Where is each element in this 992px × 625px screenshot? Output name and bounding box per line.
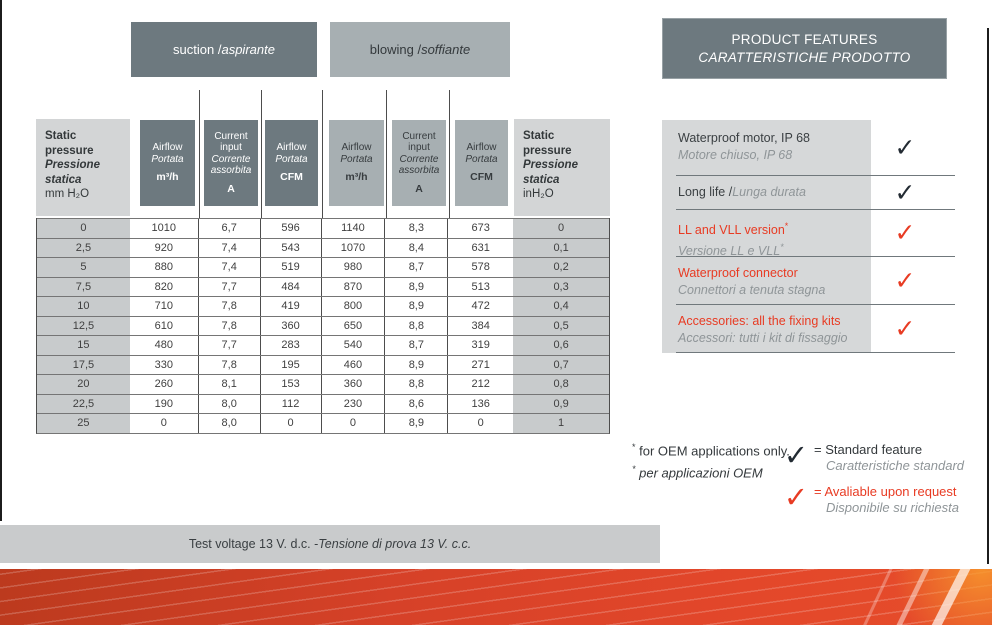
table-cell: 710	[130, 297, 199, 316]
table-cell: 112	[261, 395, 322, 414]
feature-waterproof-connector	[676, 257, 955, 305]
table-cell: 230	[322, 395, 386, 414]
header-line: statica	[45, 173, 82, 186]
feature-title: Waterproof connector	[678, 266, 798, 280]
product-features-title-en: PRODUCT FEATURES	[731, 31, 878, 47]
table-cell: 540	[322, 336, 386, 355]
table-cell: 0	[261, 414, 322, 433]
table-cell: 8,7	[385, 336, 448, 355]
table-cell: 578	[448, 258, 513, 277]
table-cell: 0	[448, 414, 513, 433]
table-cell: 6,7	[199, 219, 261, 238]
feature-title: Accessories: all the fixing kits	[678, 314, 841, 328]
feature-long-life	[676, 176, 955, 210]
table-cell: 8,3	[385, 219, 448, 238]
checkmark-icon-red: ✓	[894, 314, 916, 343]
table-cell: 8,9	[385, 297, 448, 316]
table-cell: 0,2	[513, 258, 609, 277]
column-header-line: Current	[214, 130, 248, 142]
header-line: Pressione	[523, 159, 578, 171]
column-header-line: input	[220, 142, 242, 154]
table-row	[37, 238, 609, 258]
header-unit: mm H₂O	[45, 188, 90, 200]
column-header-line: Portata	[151, 153, 184, 165]
column-header-line: assorbita	[398, 165, 440, 177]
column-header-line: Portata	[465, 153, 498, 165]
table-row	[37, 335, 609, 355]
table-cell: 519	[261, 258, 322, 277]
header-unit: inH₂O	[523, 188, 554, 200]
column-header-airflow-m3h-blowing	[329, 120, 384, 206]
table-cell: 0	[322, 414, 386, 433]
table-cell: 20	[37, 375, 130, 394]
table-cell: 484	[261, 278, 322, 297]
table-cell: 0,5	[513, 317, 609, 336]
table-cell: 212	[448, 375, 513, 394]
feature-subtitle: Accessori: tutti i kit di fissaggio	[678, 330, 848, 345]
table-cell: 7,8	[199, 356, 261, 375]
column-header-line: Portata	[340, 153, 373, 165]
table-cell: 820	[130, 278, 199, 297]
feature-subtitle: Versione LL e VLL*	[678, 241, 784, 258]
column-header-unit: CFM	[280, 171, 303, 184]
table-cell: 8,8	[385, 375, 448, 394]
test-voltage-it: Tensione di prova 13 V. c.c.	[318, 537, 472, 551]
table-cell: 8,1	[199, 375, 261, 394]
table-cell: 0,4	[513, 297, 609, 316]
header-line: Static	[45, 130, 77, 142]
column-rule	[386, 90, 387, 218]
blowing-banner	[330, 22, 510, 77]
suction-label-it: aspirante	[221, 42, 275, 57]
asterisk: *	[784, 221, 789, 231]
table-cell: 8,9	[385, 414, 448, 433]
header-line: pressure	[523, 144, 572, 157]
feature-title: Waterproof motor, IP 68	[678, 131, 811, 145]
table-cell: 319	[448, 336, 513, 355]
table-cell: 0,6	[513, 336, 609, 355]
decorative-streak	[889, 569, 933, 625]
product-features-title-it: CARATTERISTICHE PRODOTTO	[698, 49, 911, 65]
table-cell: 513	[448, 278, 513, 297]
table-cell: 1	[513, 414, 609, 433]
table-cell: 480	[130, 336, 199, 355]
performance-table-body	[36, 218, 610, 434]
table-cell: 7,8	[199, 317, 261, 336]
table-cell: 360	[261, 317, 322, 336]
table-cell: 22,5	[37, 395, 130, 414]
table-cell: 0,7	[513, 356, 609, 375]
feature-title: Long life /	[678, 185, 733, 200]
header-line: pressure	[45, 144, 94, 157]
table-cell: 543	[261, 239, 322, 258]
features-list	[676, 120, 955, 353]
column-rule	[199, 90, 200, 218]
column-header-current-blowing	[392, 120, 446, 206]
table-cell: 0	[513, 219, 609, 238]
table-cell: 2,5	[37, 239, 130, 258]
feature-subtitle: Lunga durata	[732, 185, 806, 200]
column-rule	[261, 90, 262, 218]
table-cell: 1010	[130, 219, 199, 238]
suction-banner	[131, 22, 317, 77]
oem-footnote	[632, 438, 790, 483]
feature-title: LL and VLL version*	[678, 221, 789, 238]
test-voltage-en: Test voltage 13 V. d.c. -	[188, 537, 319, 551]
header-line: statica	[523, 173, 560, 186]
checkmark-icon-red: ✓	[894, 219, 916, 247]
legend-checkmark-standard: ✓	[783, 440, 809, 472]
column-header-unit: A	[415, 182, 423, 195]
table-cell: 8,9	[385, 356, 448, 375]
decorative-streak	[855, 569, 896, 625]
page-edge-line-right	[987, 28, 989, 564]
column-header-airflow-cfm-suction	[265, 120, 318, 206]
table-cell: 12,5	[37, 317, 130, 336]
table-cell: 610	[130, 317, 199, 336]
header-line: Pressione	[45, 159, 100, 171]
table-cell: 980	[322, 258, 386, 277]
table-row	[37, 316, 609, 336]
column-header-line: Portata	[275, 153, 308, 165]
table-cell: 1070	[322, 239, 386, 258]
table-row	[37, 394, 609, 414]
table-cell: 7,4	[199, 258, 261, 277]
feature-ll-vll-version	[676, 210, 955, 257]
legend-request-it: Disponibile su richiesta	[826, 500, 959, 515]
checkmark-icon: ✓	[894, 178, 916, 207]
table-cell: 673	[448, 219, 513, 238]
column-rule	[322, 90, 323, 218]
table-cell: 5	[37, 258, 130, 277]
blowing-label-en: blowing /	[369, 42, 422, 57]
table-row	[37, 355, 609, 375]
table-cell: 8,9	[385, 278, 448, 297]
decorative-streak	[924, 569, 973, 625]
table-cell: 8,4	[385, 239, 448, 258]
header-line: Static	[523, 130, 555, 142]
table-cell: 271	[448, 356, 513, 375]
table-cell: 0	[130, 414, 199, 433]
table-cell: 7,8	[199, 297, 261, 316]
feature-accessories	[676, 305, 955, 353]
table-cell: 283	[261, 336, 322, 355]
table-cell: 7,7	[199, 336, 261, 355]
table-cell: 631	[448, 239, 513, 258]
table-row	[37, 218, 609, 238]
legend-standard-feature	[814, 442, 964, 474]
table-cell: 260	[130, 375, 199, 394]
static-pressure-header-right	[514, 119, 610, 216]
table-cell: 15	[37, 336, 130, 355]
column-rule	[449, 90, 450, 218]
column-header-unit: CFM	[470, 171, 493, 184]
table-cell: 7,5	[37, 278, 130, 297]
legend-checkmark-request: ✓	[783, 482, 809, 514]
table-cell: 460	[322, 356, 386, 375]
suction-label-en: suction /	[173, 42, 222, 57]
checkmark-icon: ✓	[894, 133, 916, 162]
table-cell: 800	[322, 297, 386, 316]
column-header-line: Airflow	[466, 142, 497, 154]
legend-upon-request	[814, 484, 959, 516]
column-header-airflow-m3h-suction	[140, 120, 195, 206]
table-cell: 8,0	[199, 414, 261, 433]
table-row	[37, 257, 609, 277]
test-voltage-bar	[0, 525, 660, 563]
table-cell: 330	[130, 356, 199, 375]
column-header-line: Corrente	[399, 153, 439, 165]
table-cell: 596	[261, 219, 322, 238]
column-header-line: Current	[402, 130, 436, 142]
table-cell: 10	[37, 297, 130, 316]
table-cell: 195	[261, 356, 322, 375]
column-header-line: Airflow	[341, 142, 372, 154]
asterisk: *	[780, 241, 784, 252]
table-row	[37, 374, 609, 394]
oem-footnote-it: * per applicazioni OEM	[632, 464, 763, 481]
table-cell: 8,0	[199, 395, 261, 414]
table-cell: 7,7	[199, 278, 261, 297]
table-cell: 25	[37, 414, 130, 433]
table-row	[37, 277, 609, 297]
product-features-header	[662, 18, 947, 79]
legend-request-en: = Avaliable upon request	[814, 484, 957, 499]
feature-subtitle: Motore chiuso, IP 68	[678, 147, 793, 162]
table-row	[37, 413, 609, 433]
table-cell: 650	[322, 317, 386, 336]
table-cell: 190	[130, 395, 199, 414]
table-cell: 1140	[322, 219, 386, 238]
table-cell: 384	[448, 317, 513, 336]
table-cell: 419	[261, 297, 322, 316]
table-cell: 136	[448, 395, 513, 414]
table-cell: 0,9	[513, 395, 609, 414]
column-header-line: Airflow	[152, 142, 183, 154]
decorative-red-band	[0, 569, 992, 625]
table-cell: 880	[130, 258, 199, 277]
feature-subtitle: Connettori a tenuta stagna	[678, 282, 826, 297]
column-header-airflow-cfm-blowing	[455, 120, 508, 206]
feature-waterproof-motor	[676, 120, 955, 176]
table-cell: 360	[322, 375, 386, 394]
table-cell: 0,8	[513, 375, 609, 394]
page-edge-line-left	[0, 0, 2, 521]
column-header-line: input	[408, 142, 430, 154]
checkmark-icon-red: ✓	[894, 266, 916, 295]
legend-standard-en: = Standard feature	[814, 442, 923, 457]
blowing-label-it: soffiante	[421, 42, 471, 57]
column-header-unit: m³/h	[345, 171, 368, 184]
table-cell: 8,6	[385, 395, 448, 414]
table-row	[37, 296, 609, 316]
table-cell: 920	[130, 239, 199, 258]
legend-standard-it: Caratteristiche standard	[826, 458, 965, 473]
table-cell: 0,3	[513, 278, 609, 297]
table-cell: 17,5	[37, 356, 130, 375]
table-cell: 153	[261, 375, 322, 394]
table-cell: 0,1	[513, 239, 609, 258]
column-header-line: assorbita	[210, 165, 252, 177]
column-header-current-suction	[204, 120, 258, 206]
column-header-unit: m³/h	[156, 171, 179, 184]
table-cell: 8,8	[385, 317, 448, 336]
column-header-line: Corrente	[211, 153, 251, 165]
column-header-unit: A	[227, 182, 235, 195]
table-cell: 8,7	[385, 258, 448, 277]
oem-footnote-en: * for OEM applications only.	[632, 442, 790, 459]
table-cell: 472	[448, 297, 513, 316]
column-header-line: Airflow	[276, 142, 307, 154]
table-cell: 7,4	[199, 239, 261, 258]
table-cell: 0	[37, 219, 130, 238]
table-cell: 870	[322, 278, 386, 297]
static-pressure-header-left	[36, 119, 130, 216]
